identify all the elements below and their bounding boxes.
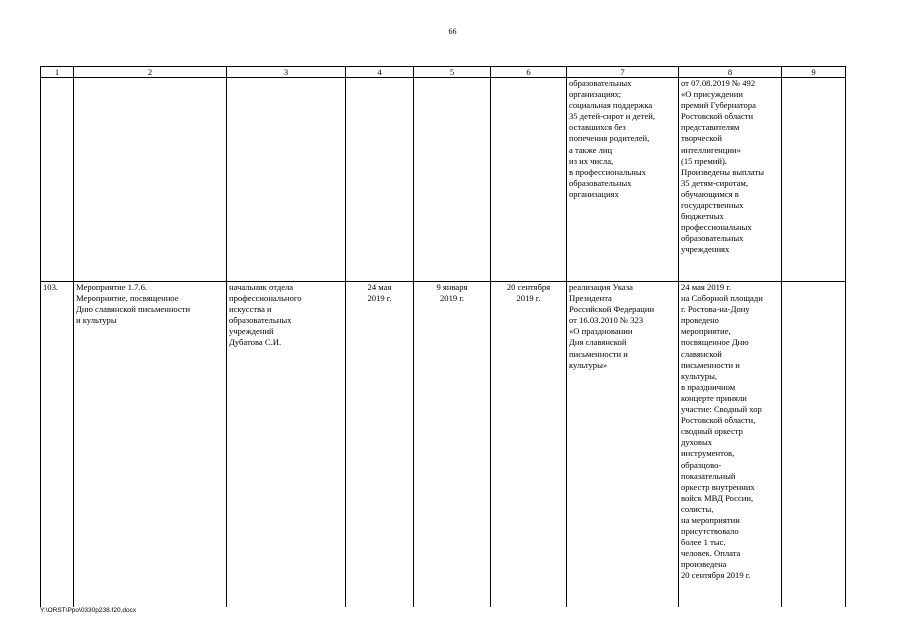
start-date-cell: 9 января 2019 г. <box>414 282 491 608</box>
file-path-footer: Y:\ORST\Ppo\0330p238.f20.docx <box>40 607 137 614</box>
table-row <box>41 78 846 282</box>
row-number-cell <box>41 78 74 282</box>
actual-result-cell: 24 мая 2019 г. на Соборной площади г. Ростова-на-Дону проведено мероприятие, посвященное Дню славянской письменности и культуры, в праздничном концерте приняли участие: Сводный хор Ростовской области, сводный оркестр духовых инструментов, образцово- показательный оркестр внутренних войск МВД России, солисты, на мероприятии присутствовало более 1 тыс. человек. Оплата произведена 20 сентября 2019 г. <box>679 282 782 608</box>
table-row <box>41 282 846 608</box>
column-number: 7 <box>567 67 679 78</box>
planned-date-cell: 24 мая 2019 г. <box>346 282 414 608</box>
notes-cell <box>782 78 846 282</box>
responsible-cell: начальник отдела профессионального искусства и образовательных учреждений Дубатова С.И. <box>227 282 346 608</box>
start-date-cell <box>414 78 491 282</box>
column-number: 2 <box>74 67 227 78</box>
end-date-cell: 20 сентября 2019 г. <box>491 282 567 608</box>
end-date-cell <box>491 78 567 282</box>
responsible-cell <box>227 78 346 282</box>
actual-result-cell: от 07.08.2019 № 492 «О присуждении премий Губернатора Ростовской области представителям творческой интеллигенции» (15 премий). Произведены выплаты 35 детям-сиротам, обучающимся в государственных бюджетных профессиональных образовательных учреждениях <box>679 78 782 282</box>
expected-result-cell: реализация Указа Президента Российской Федерации от 16.03.2010 № 323 «О праздновании Дня славянской письменности и культуры» <box>567 282 679 608</box>
row-number-cell: 103. <box>41 282 74 608</box>
column-number: 8 <box>679 67 782 78</box>
page-number: 66 <box>448 27 457 36</box>
report-table <box>40 66 846 607</box>
column-number: 3 <box>227 67 346 78</box>
planned-date-cell <box>346 78 414 282</box>
activity-cell <box>74 78 227 282</box>
column-number: 4 <box>346 67 414 78</box>
column-number: 5 <box>414 67 491 78</box>
column-number: 6 <box>491 67 567 78</box>
column-number: 9 <box>782 67 846 78</box>
column-number-row <box>41 67 846 78</box>
activity-cell: Мероприятие 1.7.6. Мероприятие, посвященное Дню славянской письменности и культуры <box>74 282 227 608</box>
expected-result-cell: образовательных организациях; социальная поддержка 35 детей-сирот и детей, оставшихся без попечения родителей, а также лиц из их числа, в профессиональных образовательных организациях <box>567 78 679 282</box>
column-number: 1 <box>41 67 74 78</box>
notes-cell <box>782 282 846 608</box>
